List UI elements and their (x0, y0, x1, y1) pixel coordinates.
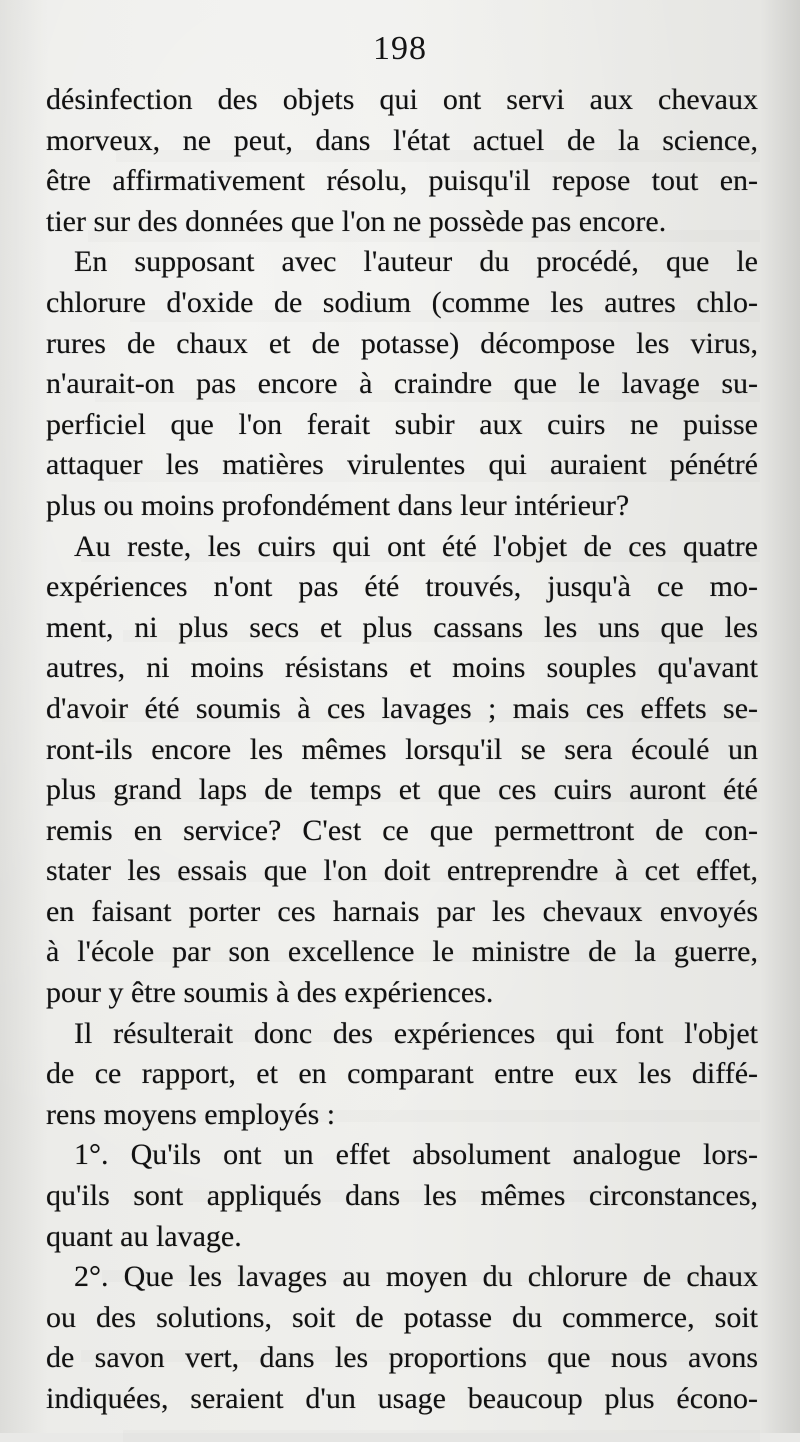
text-line: remis en service? C'est ce que permettront de con- (46, 813, 758, 847)
text-line: chlorure d'oxide de sodium (comme les autres chlo- (46, 285, 758, 319)
text-line: morveux, ne peut, dans l'état actuel de la science, (46, 123, 758, 157)
text-line: quant au lavage. (46, 1219, 242, 1253)
text-line: de savon vert, dans les proportions que nous avons (46, 1341, 758, 1375)
body-text (46, 80, 758, 1420)
text-line: Au reste, les cuirs qui ont été l'objet de ces quatre (74, 529, 758, 563)
text-line: rures de chaux et de potasse) décompose les virus, (46, 326, 758, 360)
text-line: perficiel que l'on ferait subir aux cuirs ne puisse (46, 407, 758, 441)
text-line: désinfection des objets qui ont servi aux chevaux (46, 83, 758, 116)
text-line: à l'école par son excellence le ministre de la guerre, (46, 935, 758, 969)
text-line: rens moyens employés : (46, 1097, 336, 1131)
text-line: ront-ils encore les mêmes lorsqu'il se sera écoulé un (46, 732, 758, 766)
text-line: 1°. Qu'ils ont un effet absolument analogue lors- (74, 1138, 758, 1172)
text-line: ou des solutions, soit de potasse du commerce, soit (46, 1300, 758, 1334)
text-line: ment, ni plus secs et plus cassans les uns que les (46, 610, 758, 644)
text-line: n'aurait-on pas encore à craindre que le lavage su- (46, 367, 758, 401)
text-line: en faisant porter ces harnais par les chevaux envoyés (46, 894, 758, 928)
text-line: stater les essais que l'on doit entreprendre à cet effet, (46, 854, 758, 888)
text-line: d'avoir été soumis à ces lavages ; mais ces effets se- (46, 691, 758, 725)
text-line: plus ou moins profondément dans leur intérieur? (46, 488, 630, 522)
text-line: pour y être soumis à des expériences. (46, 976, 494, 1010)
text-line: 2°. Que les lavages au moyen du chlorure de chaux (74, 1260, 758, 1294)
text-line: Il résulterait donc des expériences qui font l'objet (74, 1016, 758, 1050)
text-line: indiquées, seraient d'un usage beaucoup plus écono- (46, 1382, 758, 1415)
text-line: plus grand laps de temps et que ces cuirs auront été (46, 773, 758, 807)
text-line: expériences n'ont pas été trouvés, jusqu'à ce mo- (46, 570, 758, 604)
text-line: être affirmativement résolu, puisqu'il repose tout en- (46, 164, 758, 198)
text-line: attaquer les matières virulentes qui auraient pénétré (46, 448, 758, 482)
page-number: 198 (373, 30, 427, 67)
text-line: En supposant avec l'auteur du procédé, que le (74, 245, 758, 279)
text-line: autres, ni moins résistans et moins souples qu'avant (46, 651, 758, 685)
text-line: qu'ils sont appliqués dans les mêmes circonstances, (46, 1179, 758, 1213)
text-line: tier sur des données que l'on ne possède pas encore. (46, 204, 667, 238)
text-line: de ce rapport, et en comparant entre eux les diffé- (46, 1057, 758, 1091)
